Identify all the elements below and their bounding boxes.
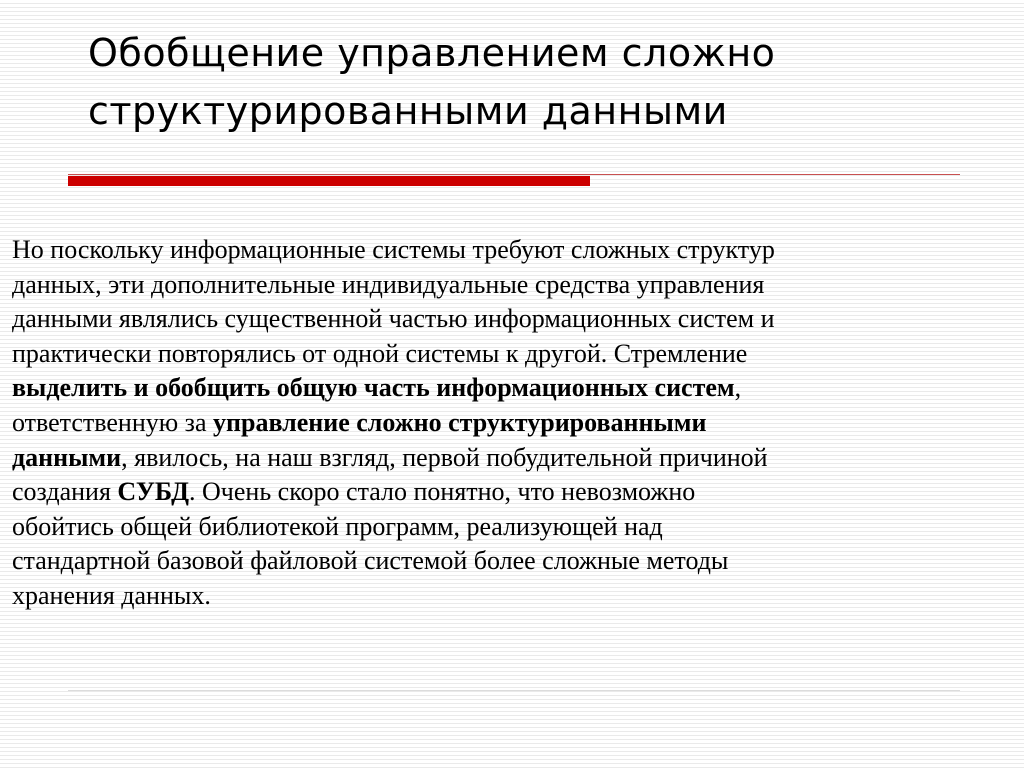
body-text-run: . Очень скоро стало понятно, что невозможно (189, 477, 696, 507)
title-divider-red-bar (68, 176, 590, 186)
slide-title (88, 24, 988, 140)
body-text-run: , (734, 373, 742, 403)
body-emphasis: данными (12, 442, 122, 472)
bottom-divider-line (68, 690, 960, 691)
body-text-run: практически повторялись от одной системы к другой. Стремление (12, 338, 748, 368)
body-emphasis: СУБД (117, 477, 190, 507)
body-text-run: данными являлись существенной частью информационных систем и (12, 304, 775, 334)
title-divider-thin-line (68, 174, 960, 175)
body-text-run: обойтись общей библиотекой программ, реализующей над (12, 511, 663, 541)
body-text-run: Но поскольку информационные системы требуют сложных структур (12, 235, 775, 264)
slide-title-line-1: Обобщение управлением сложно (88, 31, 776, 75)
body-text-run: ответственную за (12, 407, 213, 437)
body-text-run: создания (12, 477, 118, 507)
body-paragraph (12, 233, 1016, 614)
body-text-run: , явилось, на наш взгляд, первой побудительной причиной (121, 442, 768, 472)
body-emphasis: управление сложно структурированными (213, 407, 707, 437)
body-text-run: стандартной базовой файловой системой более сложные методы (12, 546, 729, 576)
slide-title-line-2: структурированными данными (88, 89, 728, 133)
body-text-run: данных, эти дополнительные индивидуальные средства управления (12, 269, 765, 299)
body-emphasis: выделить и обобщить общую часть информационных систем (12, 373, 735, 403)
body-text-run: хранения данных. (12, 580, 211, 610)
